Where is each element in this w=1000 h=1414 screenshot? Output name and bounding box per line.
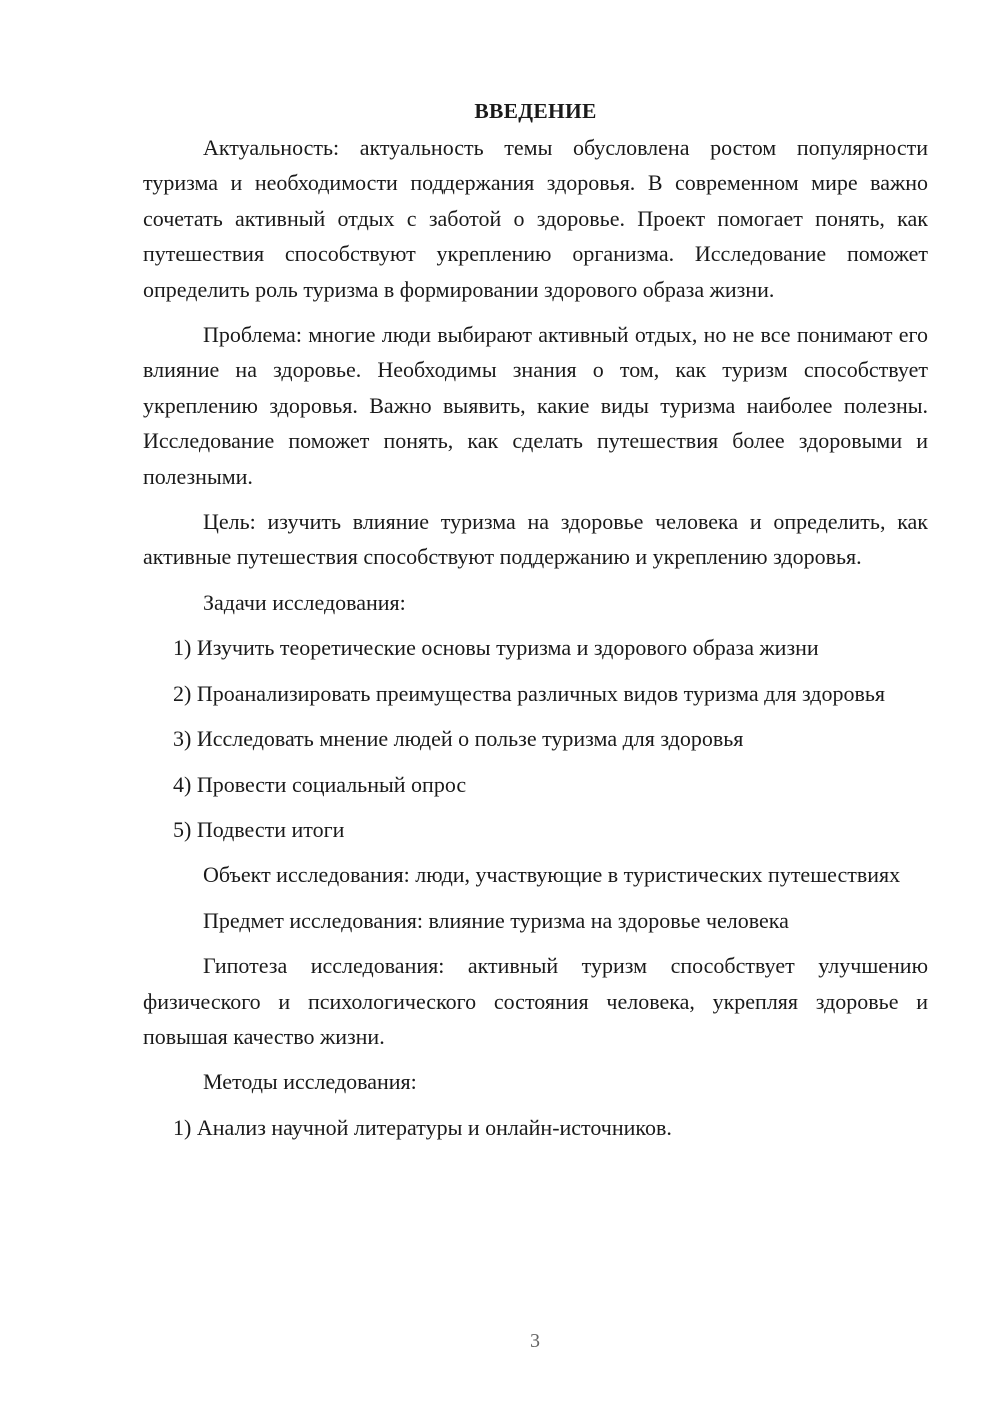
method-item: 1) Анализ научной литературы и онлайн-источников. [173,1114,672,1140]
task-item: 4) Провести социальный опрос [173,771,467,797]
page-content [143,96,928,1155]
methods-heading: Методы исследования: [203,1069,417,1095]
page-number: 3 [530,1330,540,1352]
page-title: ВВЕДЕНИЕ [474,99,597,123]
hypothesis-paragraph: Гипотеза исследования: активный туризм способствует улучшению физического и психологического состояния человека, укрепляя здоровье и повышая качество жизни. [143,953,928,1049]
goal-paragraph: Цель: изучить влияние туризма на здоровье человека и определить, как активные путешествия способствуют поддержанию и укреплению здоровья. [143,509,928,570]
task-item: 1) Изучить теоретические основы туризма и здорового образа жизни [173,635,819,661]
tasks-heading: Задачи исследования: [203,589,406,615]
relevance-paragraph: Актуальность: актуальность темы обусловлена ростом популярности туризма и необходимости поддержания здоровья. В современном мире важно сочетать активный отдых с заботой о здоровье. Проект помогает понять, как путешествия способствуют укреплению организма. Исследование поможет определить роль туризма в формировании здорового образа жизни. [143,135,928,302]
task-item: 3) Исследовать мнение людей о пользе туризма для здоровья [173,726,744,752]
object-paragraph: Объект исследования: люди, участвующие в туристических путешествиях [203,862,901,888]
task-item: 5) Подвести итоги [173,816,345,842]
subject-paragraph: Предмет исследования: влияние туризма на здоровье человека [203,907,789,933]
task-item: 2) Проанализировать преимущества различных видов туризма для здоровья [173,680,885,706]
problem-paragraph: Проблема: многие люди выбирают активный отдых, но не все понимают его влияние на здоровье. Необходимы знания о том, как туризм способствует укреплению здоровья. Важно выявить, какие виды туризма наиболее полезны. Исследование поможет понять, как сделать путешествия более здоровыми и полезными. [143,322,928,489]
